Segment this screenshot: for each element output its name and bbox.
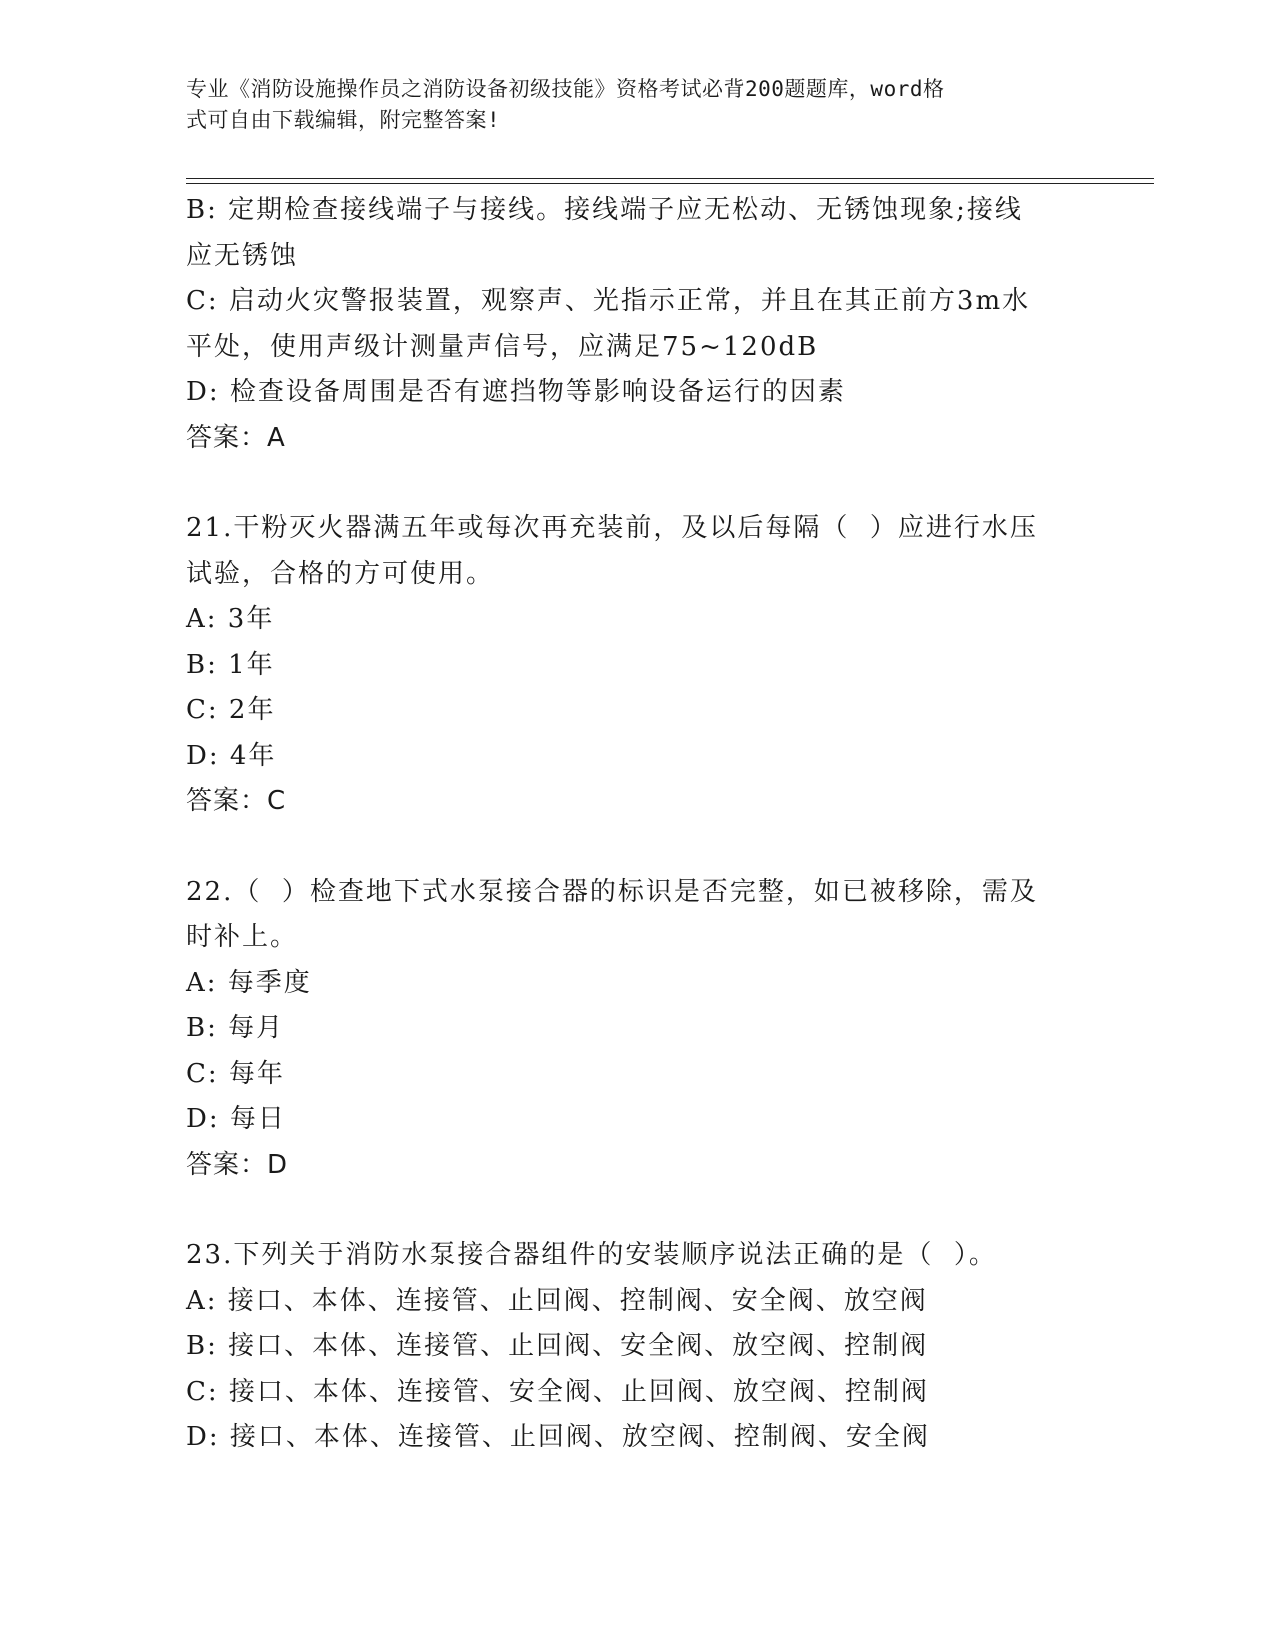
question-stem: 23.下列关于消防水泵接合器组件的安装顺序说法正确的是（ ）。 (186, 1240, 997, 1270)
option-text: B: 每月 (186, 1013, 285, 1043)
option-text: 平处，使用声级计测量声信号，应满足75~120dB (186, 331, 819, 362)
question-block-previous (186, 188, 1086, 461)
header-line: 式可自由下载编辑，附完整答案! (186, 108, 501, 132)
header-divider (186, 178, 1154, 179)
option-text: C: 启动火灾警报装置，观察声、光指示正常，并且在其正前方3m水 (186, 286, 1031, 316)
question-block-22 (186, 870, 1086, 1189)
option-text: C: 接口、本体、连接管、安全阀、止回阀、放空阀、控制阀 (186, 1376, 929, 1407)
question-block-21 (186, 506, 1086, 825)
question-spacer (186, 461, 1086, 506)
header-divider (186, 183, 1154, 184)
option-text: B: 接口、本体、连接管、止回阀、安全阀、放空阀、控制阀 (186, 1331, 929, 1361)
question-spacer (186, 825, 1086, 870)
answer-text: 答案：A (186, 422, 286, 453)
option-text: D: 4年 (186, 740, 277, 771)
question-spacer (186, 1188, 1086, 1233)
option-text: B: 1年 (186, 649, 275, 680)
question-stem: 时补上。 (186, 922, 299, 952)
option-text: C: 2年 (186, 695, 276, 725)
option-text: A: 每季度 (186, 967, 312, 998)
option-text: A: 接口、本体、连接管、止回阀、控制阀、安全阀、放空阀 (186, 1285, 928, 1316)
document-header (186, 74, 1086, 136)
question-block-23 (186, 1233, 1086, 1461)
option-text: D: 接口、本体、连接管、止回阀、放空阀、控制阀、安全阀 (186, 1422, 930, 1452)
question-stem: 22.（ ）检查地下式水泵接合器的标识是否完整，如已被移除，需及 (186, 876, 1038, 907)
option-text: B: 定期检查接线端子与接线。接线端子应无松动、无锈蚀现象;接线 (186, 195, 1023, 225)
option-text: 应无锈蚀 (186, 240, 299, 271)
header-line: 专业《消防设施操作员之消防设备初级技能》资格考试必背200题题库，word格 (186, 77, 945, 101)
option-text: A: 3年 (186, 604, 275, 634)
question-stem: 21.干粉灭火器满五年或每次再充装前，及以后每隔（ ）应进行水压 (186, 513, 1038, 543)
answer-text: 答案：D (186, 1149, 289, 1180)
option-text: D: 每日 (186, 1104, 286, 1134)
question-list (186, 188, 1086, 1461)
option-text: D: 检查设备周围是否有遮挡物等影响设备运行的因素 (186, 377, 846, 407)
question-stem: 试验，合格的方可使用。 (186, 558, 495, 589)
option-text: C: 每年 (186, 1058, 285, 1089)
answer-text: 答案：C (186, 786, 287, 816)
